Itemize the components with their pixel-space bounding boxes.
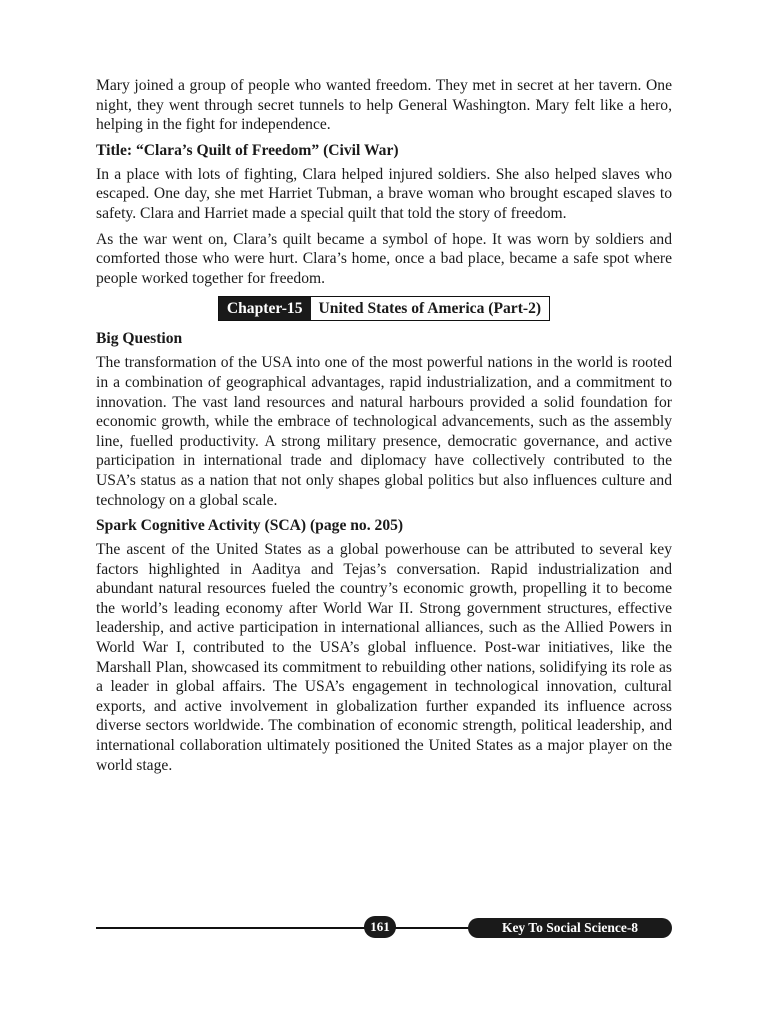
paragraph-clara-2: As the war went on, Clara’s quilt became a symbol of hope. It was worn by soldiers and comforted those who were hurt. Clara’s home, once a bad place, became a safe spot where people worked together for freedom. — [96, 230, 672, 287]
chapter-title: United States of America (Part-2) — [318, 300, 542, 318]
page-footer — [96, 914, 672, 944]
sca-heading: Spark Cognitive Activity (SCA) (page no. 205) — [96, 517, 404, 535]
book-title-badge: Key To Social Science-8 — [468, 918, 672, 938]
paragraph-mary: Mary joined a group of people who wanted freedom. They met in secret at her tavern. One night, they went through secret tunnels to help General Washington. Mary felt like a hero, helping in the fight for independence. — [96, 77, 672, 134]
page-number: 161 — [364, 916, 396, 938]
chapter-heading — [96, 296, 672, 321]
chapter-number: Chapter-15 — [219, 297, 311, 320]
paragraph-clara-1: In a place with lots of fighting, Clara helped injured soldiers. She also helped slaves who escaped. One day, she met Harriet Tubman, a brave woman who brought escaped slaves to safety. Clara and Harriet made a special quilt that told the story of freedom. — [96, 165, 672, 222]
big-question-text: The transformation of the USA into one of the most powerful nations in the world is rooted in a combination of geographical advantages, rapid industrialization, and a commitment to innovation. The vast land resources and natural harbours provided a solid foundation for economic growth, while the embrace of technological advancements, such as the assembly line, fuelled productivity. A strong military presence, democratic governance, and active participation in international trade and diplomacy have collectively contributed to the USA’s status as a nation that not only shapes global politics but also influences culture and technology on a global scale. — [96, 354, 672, 509]
story-title: Title: “Clara’s Quilt of Freedom” (Civil War) — [96, 141, 399, 159]
sca-text: The ascent of the United States as a global powerhouse can be attributed to several key factors highlighted in Aaditya and Tejas’s conversation. Rapid industrialization and abundant natural resources fueled the country’s economic growth, propelling it to become the world’s leading economy after World War II. Strong government structures, effective leadership, and active participation in international alliances, such as the Allied Powers in World War I, contributed to the USA’s global influence. Post-war initiatives, like the Marshall Plan, showcased its commitment to rebuilding other nations, solidifying its role as a leader in global affairs. The USA’s engagement in technological innovation, cultural exports, and active involvement in globalization further expanded its influence across diverse sectors worldwide. The combination of economic strength, political leadership, and international collaboration ultimately positioned the United States as a major player on the world stage. — [96, 541, 672, 774]
page-content — [96, 76, 672, 781]
big-question-heading: Big Question — [96, 330, 183, 348]
chapter-heading-box — [218, 296, 550, 321]
